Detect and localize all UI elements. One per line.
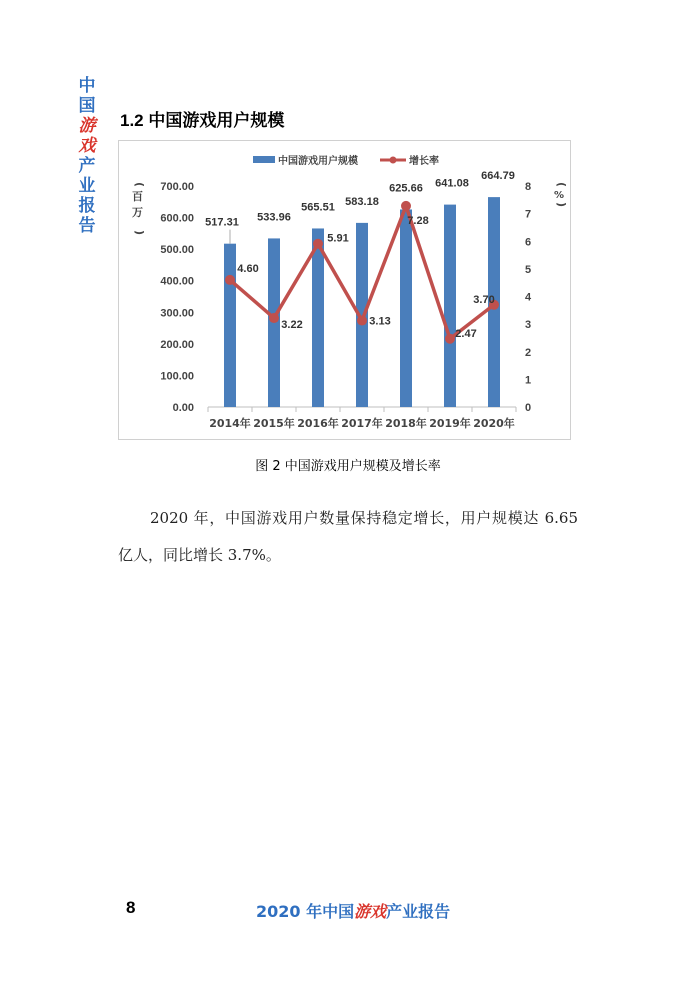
footer-title-red: 游戏 <box>354 902 387 921</box>
category-label: 2019年 <box>429 417 471 430</box>
right-axis-tick-label: 3 <box>524 319 532 332</box>
left-axis-tick-label: 700.00 <box>160 181 194 193</box>
bar <box>400 209 412 407</box>
side-title-char: 游 <box>78 116 96 136</box>
category-label: 2018年 <box>385 417 427 430</box>
bar-value-label: 625.66 <box>389 182 423 195</box>
side-title <box>76 76 98 236</box>
left-axis-tick-label: 400.00 <box>160 275 194 288</box>
left-axis-paren-close: ) <box>133 230 146 236</box>
growth-point <box>445 334 455 344</box>
left-axis-tick-label: 100.00 <box>160 370 194 383</box>
bar-value-label: 565.51 <box>301 201 335 214</box>
left-axis-label-char: 百 <box>132 190 143 203</box>
left-axis-tick-label: 500.00 <box>160 244 194 257</box>
right-axis-tick-label: 5 <box>524 263 532 276</box>
right-axis-tick-label: 1 <box>524 374 532 387</box>
left-axis-tick-label: 600.00 <box>160 212 194 225</box>
growth-point <box>357 316 367 326</box>
side-title-char: 业 <box>78 176 96 196</box>
body-paragraph: 2020 年，中国游戏用户数量保持稳定增长，用户规模达 6.65 亿人，同比增长 3.7%。 <box>118 509 578 564</box>
left-axis-paren-open: ( <box>133 182 146 188</box>
figure-caption: 图 2 中国游戏用户规模及增长率 <box>255 459 441 474</box>
legend-line-marker <box>390 157 397 164</box>
bar-value-label: 641.08 <box>435 177 469 190</box>
left-axis-tick-label: 200.00 <box>160 338 194 351</box>
footer-title-prefix: 2020 年中国 <box>256 902 355 921</box>
side-title-char: 产 <box>78 156 96 176</box>
right-axis-tick-label: 7 <box>524 208 532 221</box>
chart <box>118 140 571 440</box>
right-axis-label: % <box>554 190 565 201</box>
footer-title <box>256 899 450 922</box>
section-heading: 1.2 中国游戏用户规模 <box>120 111 285 130</box>
side-title-char: 戏 <box>78 136 96 156</box>
bar-value-label: 517.31 <box>205 216 239 229</box>
right-axis-tick-label: 4 <box>524 291 532 304</box>
right-axis-tick-label: 6 <box>524 236 532 249</box>
category-label: 2016年 <box>297 417 339 430</box>
growth-point <box>225 275 235 285</box>
legend-bar-label: 中国游戏用户规模 <box>278 156 358 167</box>
growth-value-label: 4.60 <box>237 262 259 275</box>
growth-value-label: 3.22 <box>281 319 303 332</box>
growth-value-label: 3.70 <box>473 293 495 306</box>
left-axis-tick-label: 0.00 <box>172 402 194 414</box>
right-axis-tick-label: 2 <box>524 346 532 359</box>
growth-point <box>313 239 323 249</box>
bar <box>444 205 456 407</box>
growth-point <box>401 201 411 211</box>
right-axis-paren-close: ) <box>555 202 568 208</box>
bar <box>224 244 236 407</box>
side-title-char: 中 <box>78 76 96 96</box>
bar-value-label: 583.18 <box>345 195 379 208</box>
category-label: 2015年 <box>253 417 295 430</box>
left-axis-label-char: 万 <box>132 206 143 219</box>
category-label: 2017年 <box>341 417 383 430</box>
growth-value-label: 7.28 <box>407 214 429 227</box>
growth-value-label: 2.47 <box>455 327 477 340</box>
growth-value-label: 3.13 <box>369 315 391 328</box>
footer-title-suffix: 产业报告 <box>386 902 451 921</box>
bar <box>312 228 324 407</box>
bar-value-label: 664.79 <box>481 170 515 183</box>
side-title-char: 告 <box>78 216 96 236</box>
side-title-char: 报 <box>78 196 96 216</box>
category-label: 2020年 <box>473 417 515 430</box>
right-axis-tick-label: 8 <box>524 181 532 193</box>
category-label: 2014年 <box>209 417 251 430</box>
right-axis-tick-label: 0 <box>524 402 532 414</box>
legend-line-label: 增长率 <box>409 156 439 167</box>
left-axis-tick-label: 300.00 <box>160 307 194 320</box>
growth-value-label: 5.91 <box>327 232 349 245</box>
side-title-char: 国 <box>78 96 96 116</box>
right-axis-paren-open: ( <box>555 182 568 188</box>
legend-bar-swatch <box>253 156 275 163</box>
growth-point <box>269 313 279 323</box>
page-number: 8 <box>126 898 136 917</box>
bar-value-label: 533.96 <box>257 211 291 224</box>
